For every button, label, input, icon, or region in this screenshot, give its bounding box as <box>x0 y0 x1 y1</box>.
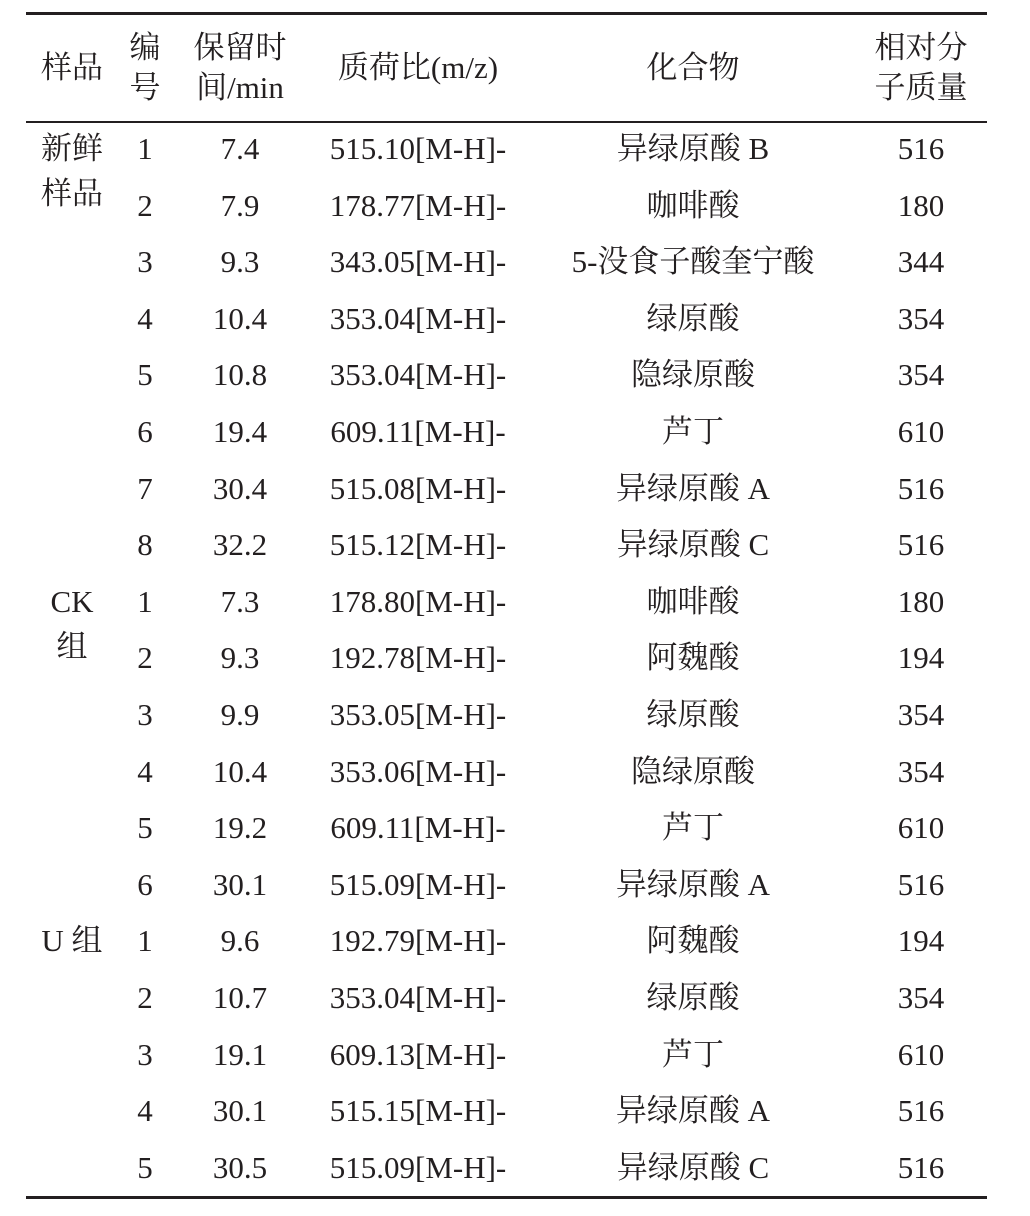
header-mz: 质荷比(m/z) <box>337 50 499 85</box>
table-row <box>0 233 1030 290</box>
row-molecular-weight: 354 <box>897 753 945 789</box>
row-mz: 353.05[M-H]- <box>329 697 507 732</box>
row-molecular-weight: 516 <box>897 866 945 902</box>
row-retention-time: 10.4 <box>212 753 268 789</box>
row-retention-time: 32.2 <box>212 527 268 563</box>
table-row <box>0 403 1030 460</box>
table-row <box>0 799 1030 856</box>
row-compound: 绿原酸 <box>646 697 740 732</box>
row-compound: 隐绿原酸 <box>631 753 755 789</box>
row-compound: 绿原酸 <box>646 300 740 336</box>
table-row <box>0 1139 1030 1196</box>
table-row <box>0 177 1030 234</box>
row-mz: 178.80[M-H]- <box>329 583 507 619</box>
row-retention-time: 19.1 <box>212 1036 268 1072</box>
row-mz: 353.06[M-H]- <box>329 753 507 789</box>
row-retention-time: 9.9 <box>220 697 260 732</box>
table-row <box>0 290 1030 347</box>
table-row <box>0 969 1030 1026</box>
group-label-ck: CK 组 <box>50 584 94 664</box>
row-molecular-weight: 610 <box>897 810 945 846</box>
row-number: 1 <box>137 583 153 619</box>
row-molecular-weight: 180 <box>897 187 945 223</box>
table-row <box>0 1026 1030 1083</box>
row-compound: 隐绿原酸 <box>631 357 755 393</box>
row-mz: 609.11[M-H]- <box>330 810 506 846</box>
row-molecular-weight: 516 <box>897 470 945 506</box>
table-row <box>0 346 1030 403</box>
row-molecular-weight: 354 <box>897 697 945 732</box>
row-compound: 咖啡酸 <box>646 583 740 619</box>
row-retention-time: 9.6 <box>220 923 260 959</box>
row-molecular-weight: 516 <box>897 1149 945 1185</box>
table-row <box>0 516 1030 573</box>
row-retention-time: 19.4 <box>212 414 268 449</box>
row-number: 4 <box>137 300 153 336</box>
row-number: 1 <box>137 923 153 959</box>
table-row <box>0 460 1030 517</box>
row-retention-time: 30.1 <box>212 866 268 902</box>
table-row <box>0 120 1030 177</box>
row-mz: 609.13[M-H]- <box>329 1036 507 1072</box>
row-number: 5 <box>137 357 153 393</box>
row-compound: 异绿原酸 A <box>615 866 771 902</box>
row-mz: 515.09[M-H]- <box>329 1149 507 1185</box>
row-number: 5 <box>137 810 153 846</box>
table-row <box>0 912 1030 969</box>
row-number: 6 <box>137 414 153 449</box>
row-molecular-weight: 610 <box>897 414 945 449</box>
header-retention-time: 保留时 间/min <box>193 30 287 105</box>
header-number: 编 号 <box>129 30 161 105</box>
header-compound: 化合物 <box>646 50 740 85</box>
row-retention-time: 10.7 <box>212 980 268 1015</box>
row-compound: 绿原酸 <box>646 980 740 1015</box>
row-molecular-weight: 194 <box>897 640 945 676</box>
row-compound: 芦丁 <box>662 810 724 846</box>
row-number: 3 <box>137 1036 153 1072</box>
row-number: 7 <box>137 470 153 506</box>
table-row <box>0 856 1030 913</box>
row-molecular-weight: 610 <box>897 1036 945 1072</box>
row-mz: 178.77[M-H]- <box>329 187 507 223</box>
row-mz: 353.04[M-H]- <box>329 980 507 1015</box>
row-mz: 343.05[M-H]- <box>329 244 507 280</box>
table-row <box>0 1082 1030 1139</box>
table-row <box>0 686 1030 743</box>
row-compound: 阿魏酸 <box>646 923 740 959</box>
row-molecular-weight: 516 <box>897 527 945 563</box>
row-number: 8 <box>137 527 153 563</box>
row-number: 2 <box>137 980 153 1015</box>
row-mz: 515.08[M-H]- <box>329 470 507 506</box>
table-row <box>0 743 1030 800</box>
row-compound: 异绿原酸 A <box>615 1093 771 1129</box>
row-molecular-weight: 516 <box>897 1093 945 1129</box>
row-compound: 5-没食子酸奎宁酸 <box>571 244 815 280</box>
row-number: 6 <box>137 866 153 902</box>
row-molecular-weight: 194 <box>897 923 945 959</box>
row-number: 5 <box>137 1149 153 1185</box>
row-mz: 192.78[M-H]- <box>329 640 507 676</box>
row-mz: 515.15[M-H]- <box>329 1093 507 1129</box>
row-mz: 515.10[M-H]- <box>329 131 507 166</box>
row-compound: 异绿原酸 C <box>616 1149 770 1185</box>
row-retention-time: 30.5 <box>212 1149 268 1185</box>
row-number: 2 <box>137 187 153 223</box>
table-row <box>0 573 1030 630</box>
row-molecular-weight: 354 <box>897 357 945 393</box>
row-compound: 阿魏酸 <box>646 640 740 676</box>
row-molecular-weight: 344 <box>897 244 945 280</box>
row-number: 4 <box>137 1093 153 1129</box>
row-mz: 353.04[M-H]- <box>329 300 507 336</box>
row-compound: 芦丁 <box>662 414 724 449</box>
row-compound: 异绿原酸 A <box>615 470 771 506</box>
row-compound: 异绿原酸 B <box>616 131 770 166</box>
row-retention-time: 10.4 <box>212 300 268 336</box>
row-retention-time: 7.4 <box>220 131 260 166</box>
row-retention-time: 7.9 <box>220 187 260 223</box>
row-retention-time: 30.1 <box>212 1093 268 1129</box>
row-mz: 515.12[M-H]- <box>329 527 507 563</box>
row-number: 3 <box>137 244 153 280</box>
row-molecular-weight: 516 <box>897 131 945 166</box>
row-molecular-weight: 354 <box>897 980 945 1015</box>
row-retention-time: 19.2 <box>212 810 268 846</box>
row-number: 2 <box>137 640 153 676</box>
table-top-rule <box>26 12 987 15</box>
row-number: 1 <box>137 131 153 166</box>
row-compound: 咖啡酸 <box>646 187 740 223</box>
row-mz: 353.04[M-H]- <box>329 357 507 393</box>
row-number: 4 <box>137 753 153 789</box>
table-bottom-rule <box>26 1196 987 1199</box>
row-retention-time: 9.3 <box>220 244 260 280</box>
header-molecular-weight: 相对分 子质量 <box>874 30 968 105</box>
row-retention-time: 7.3 <box>220 583 260 619</box>
row-mz: 192.79[M-H]- <box>329 923 507 959</box>
header-sample: 样品 <box>41 50 103 85</box>
row-retention-time: 9.3 <box>220 640 260 676</box>
row-mz: 515.09[M-H]- <box>329 866 507 902</box>
row-compound: 异绿原酸 C <box>616 527 770 563</box>
row-number: 3 <box>137 697 153 732</box>
row-molecular-weight: 180 <box>897 583 945 619</box>
row-retention-time: 30.4 <box>212 470 268 506</box>
group-label-u: U 组 <box>41 923 103 958</box>
row-mz: 609.11[M-H]- <box>330 414 506 449</box>
row-compound: 芦丁 <box>662 1036 724 1072</box>
table-row <box>0 629 1030 686</box>
row-retention-time: 10.8 <box>212 357 268 393</box>
group-label-fresh: 新鲜 样品 <box>41 131 103 211</box>
row-molecular-weight: 354 <box>897 300 945 336</box>
